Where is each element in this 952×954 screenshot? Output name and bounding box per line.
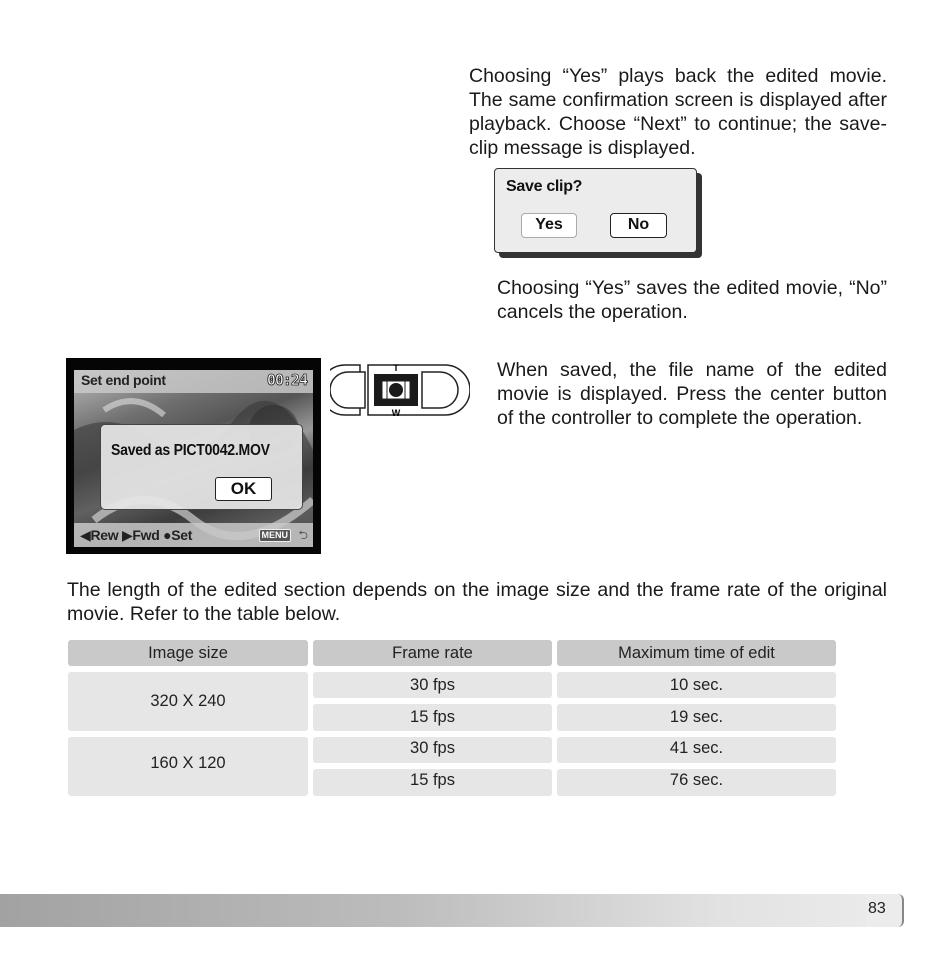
table-cell-time: 10 sec. — [557, 672, 836, 698]
lcd-bottom-bar — [74, 523, 313, 547]
table-cell-rate: 30 fps — [313, 672, 552, 698]
back-arrow-icon: ⮌ — [298, 528, 308, 542]
table-header-max-time: Maximum time of edit — [557, 640, 836, 666]
lcd-title: Set end point — [81, 372, 166, 388]
table-cell-size: 320 X 240 — [68, 672, 308, 731]
save-clip-dialog — [494, 168, 697, 253]
lcd-screen — [74, 370, 313, 547]
controller-bottom-label: W — [391, 408, 401, 418]
controller-top-label: T — [393, 363, 399, 373]
paragraph-saved: When saved, the file name of the edited movie is displayed. Press the center button of the controller to complete the operation. — [497, 359, 887, 429]
table-header-image-size: Image size — [68, 640, 308, 666]
menu-icon: MENU — [259, 529, 292, 542]
camera-lcd-screenshot — [66, 358, 321, 554]
lcd-top-bar — [74, 370, 313, 393]
paragraph-table-intro: The length of the edited section depends on the image size and the frame rate of the original movie. Refer to the table below. — [67, 579, 887, 625]
table-header-frame-rate: Frame rate — [313, 640, 552, 666]
paragraph-save: Choosing “Yes” saves the edited movie, “No” cancels the operation. — [497, 277, 887, 323]
table-cell-time: 76 sec. — [557, 769, 836, 796]
table-cell-rate: 30 fps — [313, 737, 552, 763]
table-cell-time: 41 sec. — [557, 737, 836, 763]
yes-button[interactable]: Yes — [521, 213, 577, 238]
lcd-time-counter: 00:24 — [266, 371, 307, 389]
dialog-title: Save clip? — [506, 178, 583, 195]
saved-message: Saved as PICT0042.MOV — [111, 442, 270, 459]
ok-button[interactable]: OK — [215, 477, 272, 501]
table-cell-rate: 15 fps — [313, 704, 552, 731]
controller-icon — [330, 360, 470, 420]
page-number: 83 — [868, 900, 886, 917]
paragraph-playback: Choosing “Yes” plays back the edited movie. The same confirmation screen is displayed after playback. Choose “Next” to continue; the save-clip message is displayed. — [469, 65, 887, 159]
lcd-nav-hints: ◀Rew ▶Fwd ●Set — [80, 527, 193, 543]
table-cell-time: 19 sec. — [557, 704, 836, 731]
table-cell-size: 160 X 120 — [68, 737, 308, 796]
footer-bar — [0, 894, 900, 927]
table-cell-rate: 15 fps — [313, 769, 552, 796]
lcd-saved-dialog — [100, 424, 303, 510]
no-button[interactable]: No — [610, 213, 667, 238]
